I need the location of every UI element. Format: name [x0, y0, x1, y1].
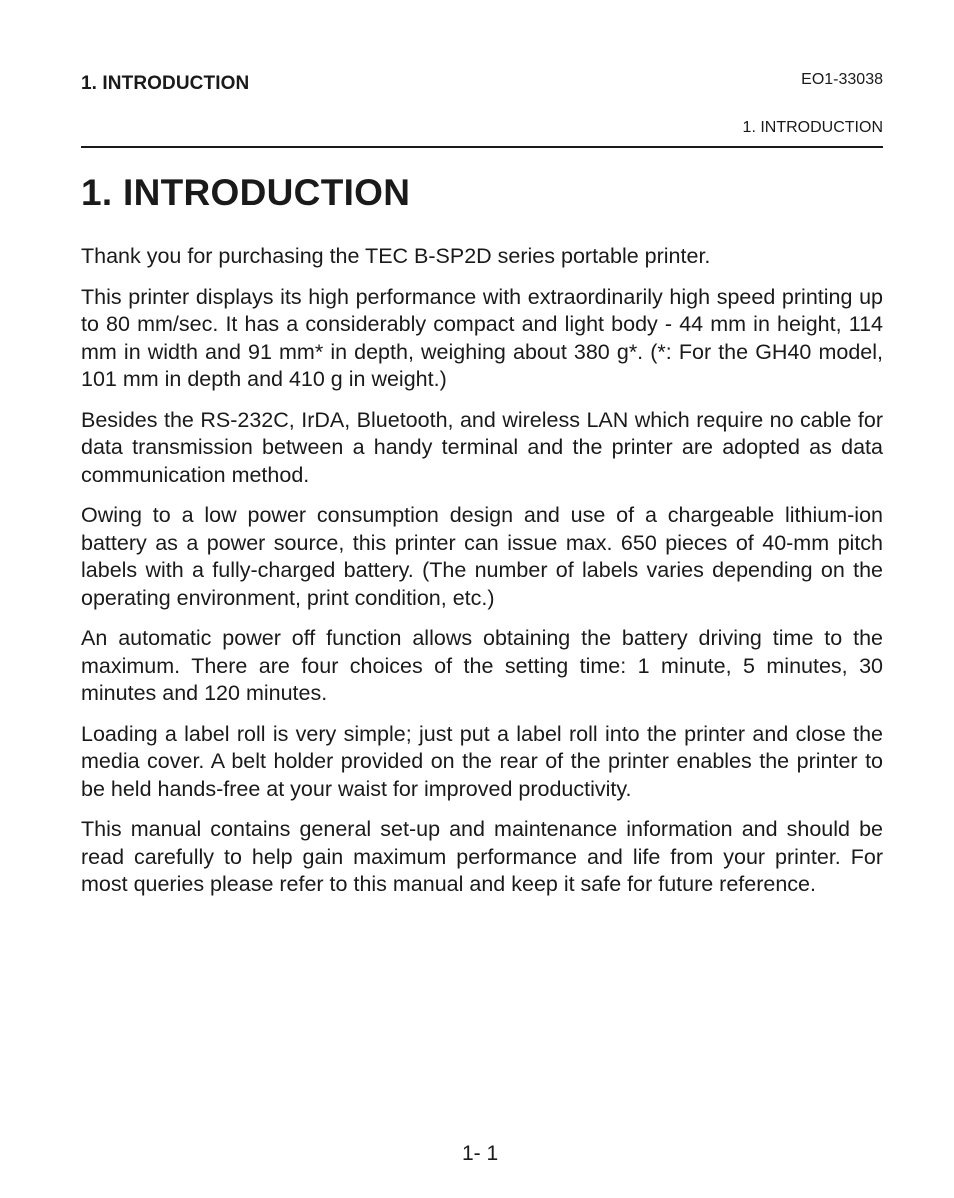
- paragraph-communication: Besides the RS-232C, IrDA, Bluetooth, and wireless LAN which require no cable for data transmission between a handy terminal and the printer are adopted as data communication method.: [81, 407, 883, 487]
- paragraph-battery: Owing to a low power consumption design and use of a chargeable lithium-ion battery as a power source, this printer can issue max. 650 pieces of 40-mm pitch labels with a fully-charged battery. (The number of labels varies depending on the operating environment, print condition, etc.): [81, 503, 883, 610]
- running-header-section: 1. INTRODUCTION: [742, 119, 883, 136]
- running-header-title: 1. INTRODUCTION: [81, 73, 250, 94]
- document-page: [81, 0, 883, 1198]
- paragraph-performance: This printer displays its high performance with extraordinarily high speed printing up to 80 mm/sec. It has a considerably compact and light body - 44 mm in height, 114 mm in width and 91 mm* in depth, weighing about 380 g*. (*: For the GH40 model, 101 mm in depth and 410 g in weight.): [81, 284, 883, 391]
- document-number: EO1-33038: [801, 71, 883, 88]
- body-text: [81, 243, 883, 912]
- paragraph-label-loading: Loading a label roll is very simple; just put a label roll into the printer and close the media cover. A belt holder provided on the rear of the printer enables the printer to be held hands-free at your waist for improved productivity.: [81, 721, 883, 801]
- page-title: 1. INTRODUCTION: [81, 172, 411, 213]
- paragraph-power-off: An automatic power off function allows obtaining the battery driving time to the maximum. There are four choices of the setting time: 1 minute, 5 minutes, 30 minutes and 120 minutes.: [81, 626, 883, 705]
- paragraph-thanks: Thank you for purchasing the TEC B-SP2D series portable printer.: [81, 244, 711, 268]
- header-divider: [81, 146, 883, 148]
- page-number: 1- 1: [462, 1142, 499, 1165]
- paragraph-manual-info: This manual contains general set-up and maintenance information and should be read carefully to help gain maximum performance and life from your printer. For most queries please refer to this manual and keep it safe for future reference.: [81, 817, 883, 896]
